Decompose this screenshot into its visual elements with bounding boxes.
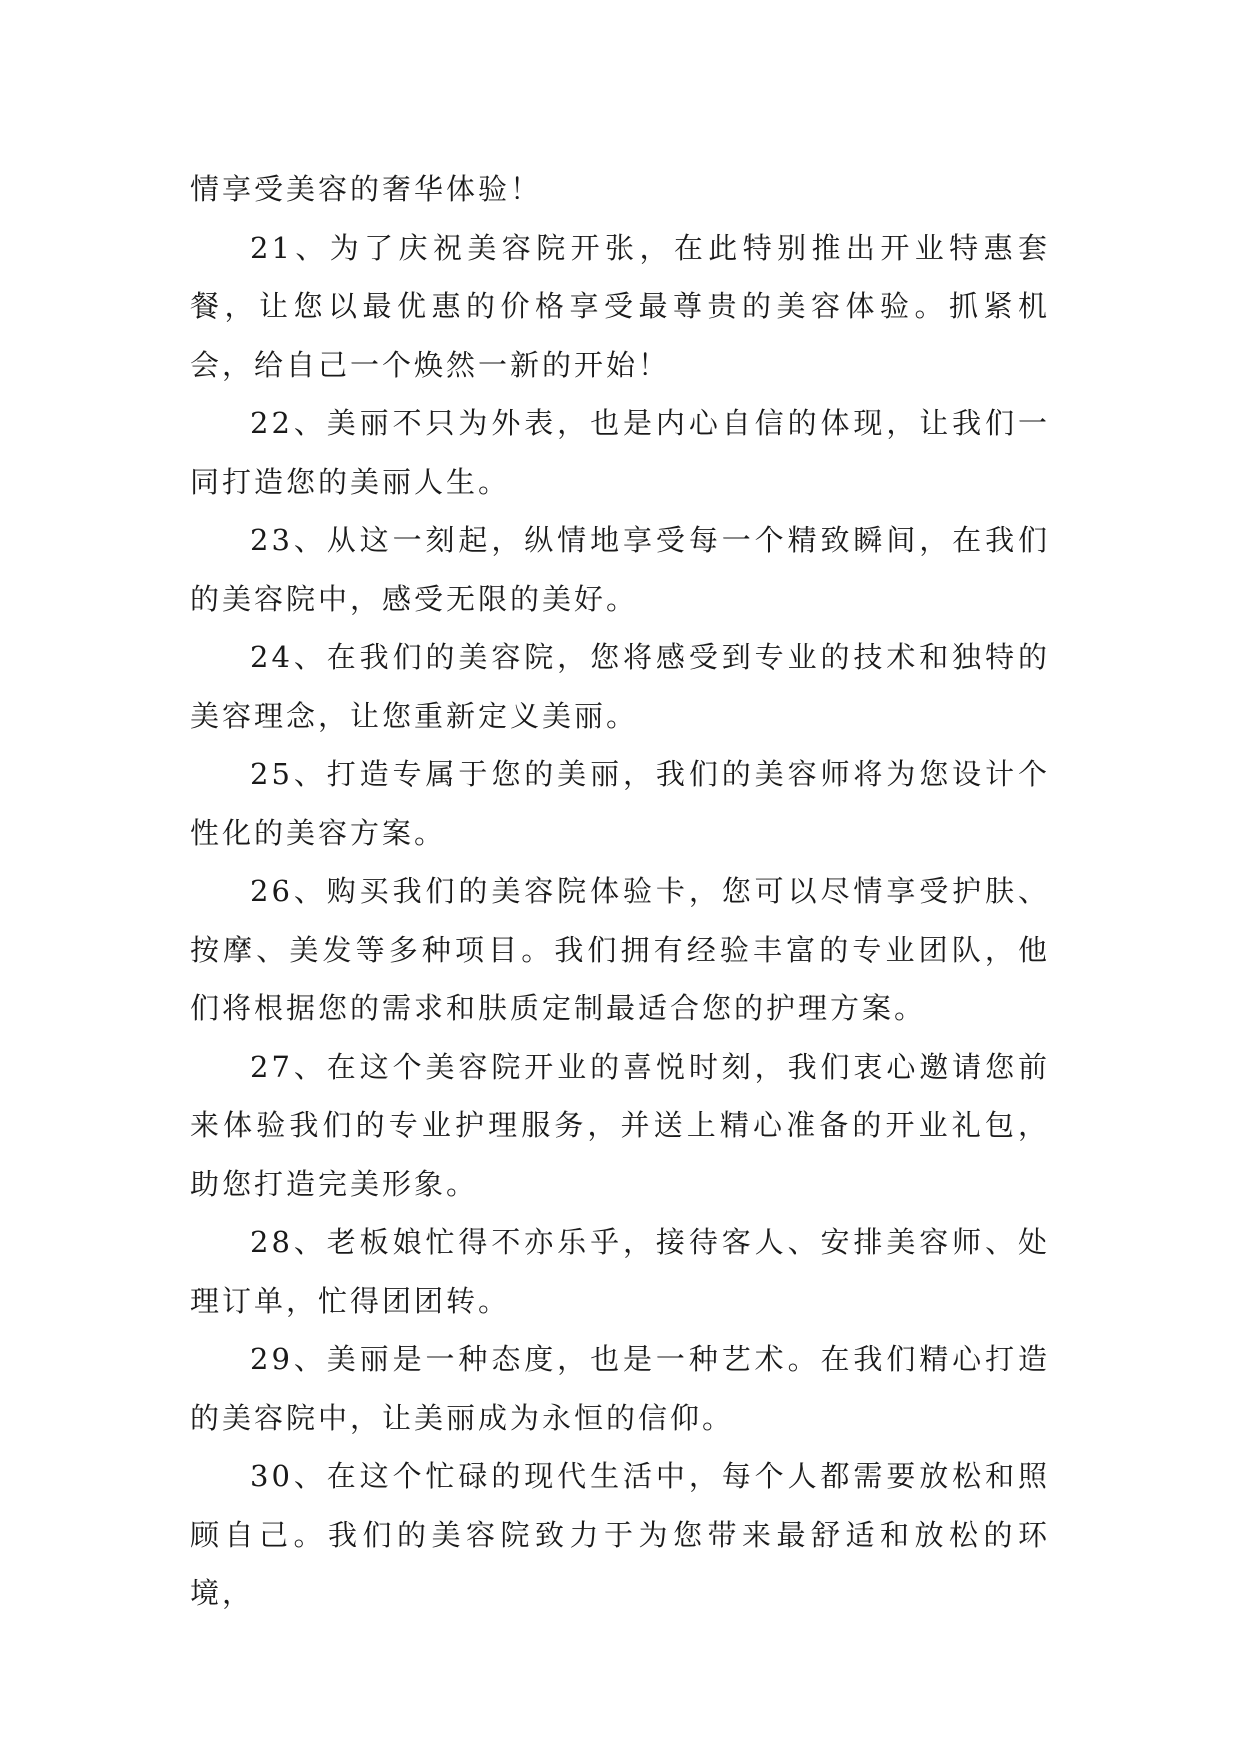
document-page: [190, 160, 1050, 1623]
paragraph-26: 26、购买我们的美容院体验卡，您可以尽情享受护肤、按摩、美发等多种项目。我们拥有经验丰富的专业团队，他们将根据您的需求和肤质定制最适合您的护理方案。: [190, 874, 1050, 1025]
paragraph-25: 25、打造专属于您的美丽，我们的美容师将为您设计个性化的美容方案。: [190, 757, 1050, 850]
paragraph-28: 28、老板娘忙得不亦乐乎，接待客人、安排美容师、处理订单，忙得团团转。: [190, 1225, 1050, 1318]
paragraph-24: 24、在我们的美容院，您将感受到专业的技术和独特的美容理念，让您重新定义美丽。: [190, 640, 1050, 733]
paragraph-29: 29、美丽是一种态度，也是一种艺术。在我们精心打造的美容院中，让美丽成为永恒的信仰。: [190, 1342, 1050, 1435]
paragraph-21: 21、为了庆祝美容院开张，在此特别推出开业特惠套餐，让您以最优惠的价格享受最尊贵的美容体验。抓紧机会，给自己一个焕然一新的开始！: [190, 230, 1050, 382]
paragraph-27: 27、在这个美容院开业的喜悦时刻，我们衷心邀请您前来体验我们的专业护理服务，并送上精心准备的开业礼包，助您打造完美形象。: [190, 1049, 1050, 1201]
paragraph-22: 22、美丽不只为外表，也是内心自信的体现，让我们一同打造您的美丽人生。: [190, 406, 1050, 499]
paragraph-23: 23、从这一刻起，纵情地享受每一个精致瞬间，在我们的美容院中，感受无限的美好。: [190, 523, 1050, 616]
paragraph-30: 30、在这个忙碌的现代生活中，每个人都需要放松和照顾自己。我们的美容院致力于为您带来最舒适和放松的环境，: [190, 1459, 1050, 1610]
paragraph-continuation: 情享受美容的奢华体验！: [190, 172, 543, 206]
